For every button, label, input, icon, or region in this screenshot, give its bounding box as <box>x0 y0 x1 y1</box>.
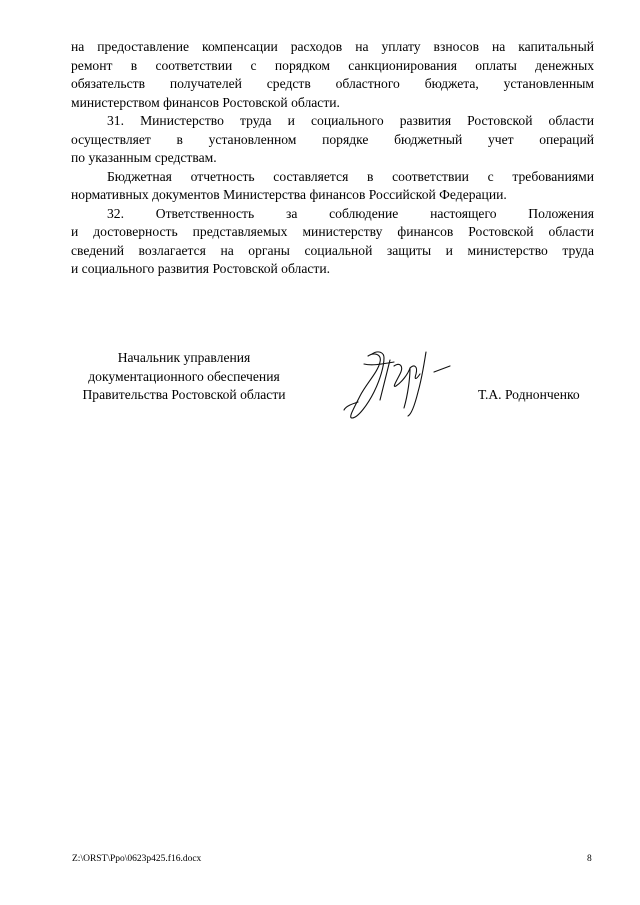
signatory-title-line: документационного обеспечения <box>88 368 280 384</box>
footer-file-path: Z:\ORST\Ppo\0623p425.f16.docx <box>72 854 202 864</box>
text-line: министерством финансов Ростовской области. <box>71 94 340 110</box>
signatory-title-line: Правительства Ростовской области <box>82 387 286 402</box>
signatory-name: Т.А. Роднонченко <box>478 387 580 402</box>
page-number: 8 <box>587 854 592 864</box>
text-line: и социального развития Ростовской области. <box>71 261 330 276</box>
text-line: 32. Ответственность за соблюдение настоящего Положения <box>107 205 594 221</box>
text-line: ремонт в соответствии с порядком санкционирования оплаты денежных <box>71 57 594 73</box>
text-line: 31. Министерство труда и социального развития Ростовской области <box>107 113 594 128</box>
text-line: сведений возлагается на органы социальной защиты и министерство труда <box>71 242 594 258</box>
text-line: Бюджетная отчетность составляется в соответствии с требованиями <box>107 168 594 184</box>
text-line: нормативных документов Министерства финансов Российской Федерации. <box>71 187 507 202</box>
text-line: осуществляет в установленном порядке бюджетный учет операций <box>71 131 594 147</box>
signatory-title-line: Начальник управления <box>117 350 251 365</box>
signatory-title <box>65 349 303 405</box>
text-line: на предоставление компенсации расходов на уплату взносов на капитальный <box>71 39 594 54</box>
paragraph-31 <box>71 112 594 168</box>
text-line: и достоверность представляемых министерству финансов Ростовской области <box>71 224 594 239</box>
paragraph-1 <box>71 38 594 112</box>
handwritten-signature <box>338 344 458 424</box>
paragraph-reporting <box>71 168 594 205</box>
text-line: по указанным средствам. <box>71 150 217 165</box>
text-line: обязательств получателей средств областного бюджета, установленным <box>71 76 594 91</box>
document-body <box>71 38 594 279</box>
paragraph-32 <box>71 205 594 279</box>
